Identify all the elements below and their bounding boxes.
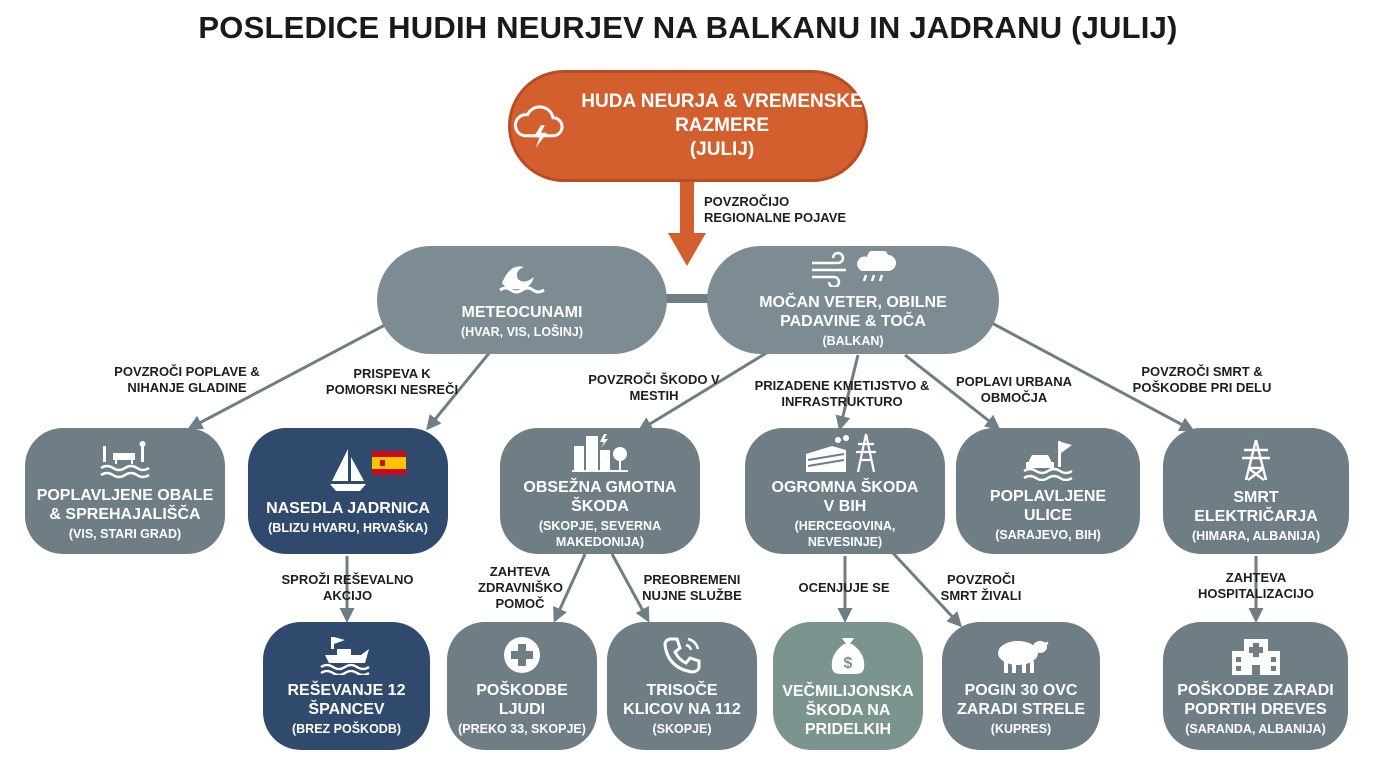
node-sub: (KUPRES) <box>990 722 1052 736</box>
node-sub: (HERCEGOVINA, NEVESINJE) <box>794 519 896 549</box>
level2-link <box>665 294 710 303</box>
node-rescue-spaniards <box>263 622 430 750</box>
edge-label-streets: POPLAVI URBANA OBMOČJA <box>955 374 1073 405</box>
node-title: POŠKODBE ZARADI PODRTIH DREVES <box>1177 682 1334 718</box>
medical-cross-icon <box>502 635 542 675</box>
svg-text:$: $ <box>843 654 853 672</box>
node-sub: (BLIZU HVARU, HRVAŠKA) <box>268 520 428 535</box>
rescue-boat-icon <box>319 635 375 675</box>
sheep-icon <box>992 635 1050 675</box>
node-title: HUDA NEURJA & VREMENSKE RAZMERE <box>581 91 863 136</box>
storm-cloud-icon <box>511 95 565 157</box>
node-title: POPLAVLJENE ULICE <box>989 488 1107 524</box>
node-sub: (BREZ POŠKODB) <box>291 722 402 736</box>
node-sub: (JULIJ) <box>689 139 755 160</box>
edge-label-ship: PRISPEVA K POMORSKI NESREČI <box>325 366 459 397</box>
node-sub: (SARANDA, ALBANIJA) <box>1185 722 1326 736</box>
node-sub: (HVAR, VIS, LOŠINJ) <box>460 324 583 339</box>
field-pylon-icon <box>804 432 886 472</box>
node-material-damage <box>500 428 700 554</box>
node-title: POŠKODBE LJUDI <box>476 682 568 718</box>
edge-label-rescue: SPROŽI REŠEVALNO AKCIJO <box>281 572 414 603</box>
node-sub: (SKOPJE, SEVERNA MAKEDONIJA) <box>538 519 662 549</box>
sailboat-icon <box>326 447 370 493</box>
node-severe-storms <box>508 70 868 182</box>
node-sheep-deaths <box>942 622 1100 750</box>
power-pylon-icon <box>1238 438 1274 482</box>
page-title: POSLEDICE HUDIH NEURJEV NA BALKANU IN JADRANU (JULIJ) <box>198 10 1178 45</box>
node-sub: (BALKAN) <box>822 334 884 348</box>
node-title: NASEDLA JADRNICA <box>266 499 430 517</box>
node-sub: (HIMARA, ALBANIJA) <box>1192 529 1320 543</box>
city-damage-icon <box>570 432 630 472</box>
node-title: METEOCUNAMI <box>461 303 583 321</box>
node-injuries <box>447 622 597 750</box>
edge-label-sheep: POVZROČI SMRT ŽIVALI <box>940 572 1022 603</box>
node-title: POPLAVLJENE OBALE & SPREHAJALIŠČA <box>36 487 214 523</box>
node-sub: (VIS, STARI GRAD) <box>68 527 182 541</box>
root-arrow-head <box>668 233 706 266</box>
phone-icon <box>662 635 702 675</box>
node-title: OGROMNA ŠKODA V BIH <box>771 479 919 515</box>
node-title: REŠEVANJE 12 ŠPANCEV <box>287 682 406 718</box>
node-sub: (SARAJEVO, BIH) <box>995 528 1101 542</box>
edge-label-bih: PRIZADENE KMETIJSTVO & INFRASTRUKTURO <box>754 378 930 409</box>
node-sub: (PREKO 33, SKOPJE) <box>458 722 586 736</box>
node-meteotsunami <box>377 246 667 354</box>
edge-label-trees: ZAHTEVA HOSPITALIZACIJO <box>1197 570 1315 601</box>
edge-label-injuries: ZAHTEVA ZDRAVNIŠKO POMOČ <box>478 564 563 611</box>
wave-icon <box>498 261 546 297</box>
edge-label-damage: POVZROČI ŠKODO V MESTIH <box>588 372 720 403</box>
node-title: POGIN 30 OVC ZARADI STRELE <box>957 682 1085 718</box>
node-title: MOČAN VETER, OBILNE PADAVINE & TOČA <box>759 294 947 330</box>
edge-label-calls: PREOBREMENI NUJNE SLUŽBE <box>642 572 742 603</box>
node-flooded-streets <box>956 428 1140 554</box>
wind-rain-icon <box>808 251 898 287</box>
money-bag-icon <box>830 634 866 676</box>
node-huge-damage-bih <box>745 428 945 554</box>
node-title: VEČMILIJONSKA ŠKODA NA PRIDELKIH <box>782 682 914 738</box>
node-title: OBSEŽNA GMOTNA ŠKODA <box>523 479 677 515</box>
node-title: SMRT ELEKTRIČARJA <box>1194 489 1318 525</box>
node-title: TRISOČE KLICOV NA 112 <box>623 682 741 718</box>
flooded-promenade-icon <box>99 440 151 480</box>
node-fallen-trees-injuries <box>1163 622 1348 750</box>
node-crop-damage <box>773 622 923 750</box>
node-emergency-calls <box>607 622 757 750</box>
flooded-car-icon <box>1022 439 1074 481</box>
edge-label-coast: POVZROČI POPLAVE & NIHANJE GLADINE <box>114 364 260 395</box>
node-sub: (SKOPJE) <box>652 722 712 736</box>
spain-flag-icon <box>372 451 406 475</box>
edge-label-root: POVZROČIJO REGIONALNE POJAVE <box>704 194 847 225</box>
edge-label-crops: OCENJUJE SE <box>798 580 890 595</box>
hospital-icon <box>1230 635 1282 675</box>
node-electrician-death <box>1163 428 1349 554</box>
root-arrow-shaft <box>680 180 694 235</box>
node-flooded-coasts <box>25 428 225 554</box>
node-stranded-sailboat <box>248 428 448 554</box>
node-wind-rain-hail <box>707 246 999 354</box>
edge-label-electrician: POVZROČI SMRT & POŠKODBE PRI DELU <box>1132 364 1272 395</box>
